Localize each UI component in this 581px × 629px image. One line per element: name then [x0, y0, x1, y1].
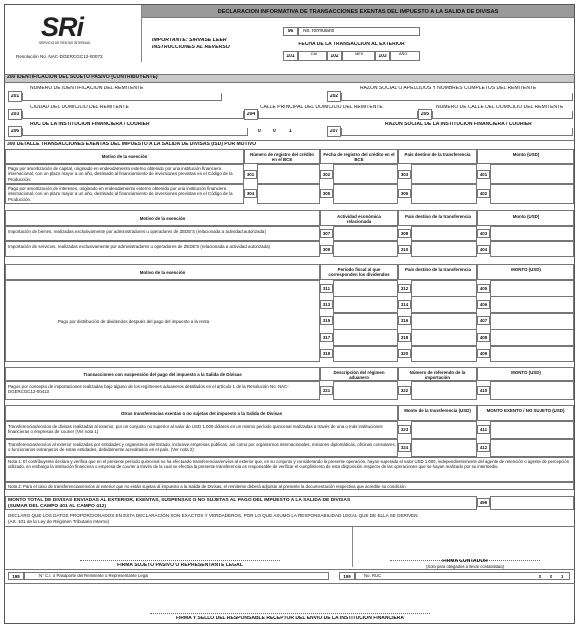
- section-200-title: 200 IDENTIFICACIÓN DEL SUJETO PASIVO (CONTRIBUYENTE): [7, 75, 158, 80]
- b1-h-pais: País destino de la transferencia: [404, 152, 471, 157]
- field-311[interactable]: [333, 280, 398, 297]
- b1-row1-text: Pago por amortización de capital, originado en endeudamiento externo obtenido por una institución financiera internacional, con un plazo mayor a un año, destinado al financiamiento de inversiones previstas en el Código de la Producción.: [8, 166, 233, 182]
- b2-header-actividad: [320, 210, 398, 226]
- code-307: 307: [322, 231, 331, 236]
- code-199: 199: [343, 574, 351, 579]
- b1-r1-code2-box: [320, 170, 333, 179]
- b5-h-monto-transf: Monto de la transferencia (USD): [404, 408, 471, 413]
- ruc-199-suffix-1: 0: [539, 574, 542, 579]
- field-204[interactable]: [258, 111, 418, 119]
- code-198: 198: [12, 574, 20, 579]
- b2-r1-code2-box: [398, 229, 411, 238]
- b5-r2-code2-box: [477, 443, 490, 452]
- code-317: 317: [322, 334, 331, 340]
- field-313[interactable]: [333, 296, 398, 313]
- b4-header-numero: [398, 367, 477, 381]
- month-label: MES: [355, 52, 364, 56]
- b3-row2-code2-box: [398, 300, 411, 309]
- contador-signature-sub: (Sólo para obligados a llevar contabilidad): [426, 565, 504, 569]
- field-304[interactable]: [257, 184, 320, 204]
- field-307[interactable]: [333, 226, 398, 241]
- code-316: 316: [400, 318, 409, 324]
- code-207: 207: [329, 129, 339, 134]
- field-406[interactable]: [490, 296, 574, 313]
- b2-r2-code2-box: [398, 245, 411, 254]
- title-bar: [142, 5, 574, 18]
- code-308: 308: [400, 231, 409, 236]
- b3-h-monto: MONTO (USD): [511, 267, 541, 272]
- field-402[interactable]: [490, 184, 574, 204]
- code-318: 318: [400, 334, 409, 340]
- form-number-label: No. formulario: [303, 29, 335, 34]
- sujeto-signature-line: [80, 560, 280, 561]
- b4-h-motivo: Transacciones con suspensión del pago del impuesto a la Salida de Divisas: [83, 372, 242, 377]
- code-313: 313: [322, 301, 331, 307]
- b1-r2-code2-box: [320, 189, 333, 198]
- important-line1: IMPORTANTE: SÍRVASE LEER: [152, 38, 227, 43]
- b5-header-motivo: [5, 405, 398, 421]
- ruc-199-suffix-3: 1: [561, 574, 564, 579]
- code-321: 321: [322, 388, 331, 393]
- b5-header-monto-transf: [398, 405, 477, 421]
- day-code: 101: [286, 54, 295, 59]
- b2-row1-motive: [5, 226, 320, 241]
- b3-motive-text: Pago por distribución de dividendos después del pago del impuesto a la renta: [58, 319, 210, 324]
- b5-header-monto-exento: [477, 405, 574, 421]
- b3-row5-code3-box: [477, 349, 490, 358]
- b5-h-monto-exento: MONTO EXENTO / NO SUJETO (USD): [486, 408, 565, 413]
- b4-h-monto: MONTO (USD): [511, 370, 541, 375]
- b1-row2-text: Pago por amortización de intereses, originado en endeudamiento externo obtenido por una institución financiera internacional, con un plazo mayor a un año, destinado al financiamiento de inversiones previstas en el Código de la Producción.: [8, 186, 233, 202]
- year-code-box: [375, 51, 390, 61]
- code-324: 324: [400, 445, 409, 450]
- b5-row1-motive: [5, 421, 398, 439]
- field-201[interactable]: [22, 93, 222, 101]
- b3-h-pais: País destino de la transferencia: [405, 267, 471, 272]
- code-410: 410: [479, 388, 488, 393]
- section-300-header: [5, 141, 574, 149]
- code-206: 206: [10, 129, 20, 134]
- code-201-box: [8, 91, 22, 102]
- code-404: 404: [479, 247, 488, 252]
- b1-h-monto: Monto (USD): [512, 152, 540, 157]
- b3-row4-code3-box: [477, 333, 490, 342]
- code-305: 305: [322, 191, 331, 196]
- resolution-text: Resolución No. NAC-DGERCGC12-00073: [16, 54, 103, 59]
- label-202: RAZÓN SOCIAL O APELLIDOS Y NOMBRES COMPLETOS DEL REMITENTE: [360, 86, 537, 91]
- important-line2: INSTRUCCIONES AL REVERSO: [152, 45, 230, 50]
- field-206[interactable]: [22, 128, 248, 136]
- b5-r1-code1-box: [398, 425, 411, 434]
- code-199-box: [339, 572, 355, 580]
- nota-2-box: [5, 482, 574, 490]
- field-203[interactable]: [22, 111, 244, 119]
- b1-r1-code4-box: [477, 170, 490, 179]
- ruc-suffix-1: 0: [258, 129, 261, 134]
- b2-row2-motive: [5, 241, 320, 257]
- b3-header-pais: [398, 264, 477, 280]
- code-303: 303: [400, 172, 409, 177]
- b2-h-motivo: Motivo de la exención: [139, 216, 186, 221]
- label-204: CALLE PRINCIPAL DEL DOMICILIO DEL REMITENTE: [260, 105, 383, 110]
- b1-header-pais: [398, 149, 477, 164]
- b5-row2-motive: [5, 439, 398, 457]
- label-199: No. RUC: [364, 574, 382, 578]
- code-203-box: [8, 109, 22, 120]
- field-303[interactable]: [411, 164, 477, 184]
- month-field[interactable]: [342, 51, 375, 61]
- b1-header-motivo: [5, 149, 244, 164]
- code-201: 201: [10, 94, 20, 99]
- total-sub: (SUMAR DEL CAMPO 401 AL CAMPO 412): [8, 504, 107, 509]
- field-410[interactable]: [490, 381, 574, 400]
- field-321[interactable]: [333, 381, 398, 400]
- form-number-field[interactable]: [298, 27, 420, 36]
- b2-r1-code3-box: [477, 229, 490, 238]
- logo-area: [5, 5, 141, 62]
- declaration-line2: (Art. 101 de la Ley de Régimen Tributario Interno): [8, 519, 110, 524]
- date-label: FECHA DE LA TRANSACCIÓN AL EXTERIOR: [298, 42, 405, 47]
- code-198-box: [8, 572, 24, 580]
- b4-row-motive: [5, 381, 320, 400]
- label-207: RAZÓN SOCIAL DE LA INSTITUCIÓN FINANCIERA / COURIER: [385, 122, 532, 127]
- form-code: 96: [287, 29, 294, 34]
- code-202: 202: [329, 94, 339, 99]
- field-320[interactable]: [411, 346, 477, 363]
- b2-r2-code3-box: [477, 245, 490, 254]
- field-199[interactable]: [355, 572, 570, 580]
- b3-row1-code1-box: [320, 284, 333, 293]
- b5-r1-code2-box: [477, 425, 490, 434]
- code-302: 302: [322, 172, 331, 177]
- code-314: 314: [400, 301, 409, 307]
- b5-row1-text: Transferencias/envíos de divisas realizadas al exterior, por un conjunto no superior al valor de USD 1.000 dólares en un mismo período quincenal realizadas a través de una o más instituciones financieras o empresas de courier (Ver nota 1): [8, 424, 383, 435]
- code-204: 204: [246, 112, 256, 117]
- logo-subtitle: SERVICIO DE RENTAS INTERNAS: [39, 41, 91, 45]
- nota-2-text: Nota 2: Para el caso de transferencias/envíos al exterior que no están sujetas al impuesto a la Salida de Divisas, el remitente deberá adjuntar al presente la documentación respectiva que acredite su condición.: [8, 484, 407, 489]
- b2-row2-text: Importación de servicios, realizadas exclusivamente por administradores u operadores de ZEDE'S (relacionada a actividad autorizada): [8, 244, 270, 249]
- b4-header-motivo: [5, 367, 320, 381]
- code-320: 320: [400, 351, 409, 357]
- b4-code3-box: [477, 386, 490, 395]
- b1-r2-code1-box: [244, 189, 257, 198]
- b3-h-periodo: Período fiscal al que corresponden los dividendos: [328, 267, 390, 278]
- b3-motive-cell: [5, 280, 320, 362]
- b1-h-registro: Número de registro del crédito en el BCE: [250, 152, 314, 163]
- b1-h-motivo: Motivo de la exención: [101, 154, 148, 159]
- b2-h-pais: País destino de la transferencia: [405, 214, 471, 219]
- field-202[interactable]: [341, 93, 573, 101]
- b3-row5-code2-box: [398, 349, 411, 358]
- label-205: NÚMERO DE CALLE DEL DOMICILIO DEL REMITENTE: [436, 105, 564, 110]
- field-324[interactable]: [411, 439, 477, 457]
- field-408[interactable]: [490, 329, 574, 346]
- field-305[interactable]: [333, 184, 398, 204]
- field-207[interactable]: [341, 128, 573, 136]
- field-412[interactable]: [490, 439, 574, 457]
- field-403[interactable]: [490, 226, 574, 241]
- code-312: 312: [400, 285, 409, 291]
- b1-r2-code4-box: [477, 189, 490, 198]
- b3-row2-code3-box: [477, 300, 490, 309]
- field-404[interactable]: [490, 241, 574, 257]
- code-411: 411: [479, 427, 488, 432]
- total-text: MONTO TOTAL DE DIVISAS ENVIADAS AL EXTERIOR, EXENTAS, SUSPENSAS O NO SUJETAS AL PAGO DEL IMPUESTO A LA SALIDA DE DIVISAS: [8, 498, 351, 503]
- code-202-box: [327, 91, 341, 102]
- sujeto-signature-label: FIRMA SUJETO PASIVO O REPRESENTANTE LEGAL: [117, 563, 243, 568]
- b3-row4-code1-box: [320, 333, 333, 342]
- b1-h-fecha: Fecha de registro del crédito en el BCE: [323, 152, 395, 163]
- code-304: 304: [246, 191, 255, 196]
- field-407[interactable]: [490, 313, 574, 330]
- field-323[interactable]: [411, 421, 477, 439]
- b3-row4-code2-box: [398, 333, 411, 342]
- field-318[interactable]: [411, 329, 477, 346]
- b3-row3-code3-box: [477, 316, 490, 325]
- contador-signature-label: FIRMA CONTADOR: [442, 559, 488, 564]
- b3-h-motivo: Motivo de la exención: [139, 270, 186, 275]
- code-322: 322: [400, 388, 409, 393]
- b2-header-monto: [477, 210, 574, 226]
- b4-h-descripcion: Descripción del régimen aduanero: [333, 370, 385, 381]
- field-315[interactable]: [333, 313, 398, 330]
- field-405[interactable]: [490, 280, 574, 297]
- field-198[interactable]: [24, 572, 329, 580]
- b1-header-registro: [244, 149, 320, 164]
- section-200-header: [5, 75, 574, 82]
- b5-h-motivo: Otras transferencias exentas o no sujetas del impuesto a la Salida de Divisas: [120, 411, 283, 416]
- code-323: 323: [400, 427, 409, 432]
- b4-row-text: Pagos por concepto de importaciones realizadas bajo alguno de los regímenes aduaneros detallados en el artículo 1 de la Resolución No. NAC-DGERCGC12-00413: [8, 384, 289, 395]
- b5-r2-code1-box: [398, 443, 411, 452]
- code-319: 319: [322, 351, 331, 357]
- label-206: RUC DE LA INSTITUCIÓN FINANCIERA / COURIER: [30, 122, 150, 127]
- year-code: 103: [378, 54, 387, 59]
- nota-1-box: [5, 457, 574, 482]
- field-306[interactable]: [411, 184, 477, 204]
- b3-row3-code1-box: [320, 316, 333, 325]
- code-207-box: [327, 126, 341, 137]
- code-205: 205: [420, 112, 430, 117]
- label-203: CIUDAD DEL DOMICILIO DEL REMITENTE: [30, 105, 129, 110]
- logo-wordmark: SRi: [41, 12, 84, 42]
- b3-row5-code1-box: [320, 349, 333, 358]
- day-code-box: [283, 51, 298, 61]
- day-label: DÍA: [311, 52, 318, 56]
- code-203: 203: [10, 112, 20, 117]
- code-206-box: [8, 126, 22, 137]
- code-301: 301: [246, 172, 255, 177]
- b1-r1-code1-box: [244, 170, 257, 179]
- b3-row1-code3-box: [477, 284, 490, 293]
- sri-logo: [35, 14, 105, 44]
- receptor-signature-label: FIRMA Y SELLO DEL RESPONSABLE RECEPTOR DEL ENVÍO DE LA INSTITUCIÓN FINANCIERA: [175, 616, 405, 621]
- b3-header-monto: [477, 264, 574, 280]
- field-301[interactable]: [257, 164, 320, 184]
- code-405: 405: [479, 285, 488, 291]
- receptor-signature-line: [150, 613, 430, 614]
- field-316[interactable]: [411, 313, 477, 330]
- b1-row2-motive: [5, 184, 244, 204]
- b4-code1-box: [320, 386, 333, 395]
- b1-header-monto: [477, 149, 574, 164]
- field-310[interactable]: [411, 241, 477, 257]
- b5-row2-text: Transferencias/envíos al exterior realizadas por entidades y organismos del Estado, inclusive empresas públicas, así como por organismos internacionales, misiones diplomáticas, oficinas consulares, o funcionarios extranjeros de estas entidades, debidamente acreditados en el país. (Ver nota 2): [8, 442, 396, 453]
- form-code-box: [283, 27, 298, 36]
- b2-header-motivo: [5, 210, 320, 226]
- code-306: 306: [400, 191, 409, 196]
- year-field[interactable]: [390, 51, 420, 61]
- field-205[interactable]: [432, 111, 573, 119]
- code-310: 310: [400, 247, 409, 252]
- ruc-suffix-2: 0: [273, 129, 276, 134]
- b4-header-monto: [477, 367, 574, 381]
- b3-row3-code2-box: [398, 316, 411, 325]
- b1-row1-motive: [5, 164, 244, 184]
- code-204-box: [244, 109, 258, 120]
- total-code-box: [477, 498, 490, 507]
- b2-r1-code1-box: [320, 229, 333, 238]
- code-407: 407: [479, 318, 488, 324]
- field-401[interactable]: [490, 164, 574, 184]
- declaration-line1: DECLARO QUE LOS DATOS PROPORCIONADOS EN ESTA DECLARACIÓN SON EXACTOS Y VERDADEROS, POR LO QUE ASUMO LA RESPONSABILIDAD LEGAL QUE DE ELLA SE DERIVEN: [8, 513, 418, 518]
- total-label-box: [5, 496, 477, 510]
- field-322[interactable]: [411, 381, 477, 400]
- code-402: 402: [479, 191, 488, 196]
- field-409[interactable]: [490, 346, 574, 363]
- code-403: 403: [479, 231, 488, 236]
- code-408: 408: [479, 334, 488, 340]
- b4-header-descripcion: [320, 367, 398, 381]
- field-312[interactable]: [411, 280, 477, 297]
- code-311: 311: [322, 285, 331, 291]
- b4-code2-box: [398, 386, 411, 395]
- field-317[interactable]: [333, 329, 398, 346]
- month-code-box: [327, 51, 342, 61]
- code-412: 412: [479, 445, 488, 450]
- b2-h-monto: Monto (USD): [512, 214, 540, 219]
- label-201: NÚMERO DE IDENTIFICACIÓN DEL REMITENTE: [30, 86, 144, 91]
- form-title: DECLARACIÓN INFORMATIVA DE TRANSACCIONES EXENTAS DEL IMPUESTO A LA SALIDA DE DIVISAS: [217, 9, 499, 15]
- code-315: 315: [322, 318, 331, 324]
- code-409: 409: [479, 351, 488, 357]
- month-code: 102: [330, 54, 339, 59]
- b1-r1-code3-box: [398, 170, 411, 179]
- nota-1-text: Nota 1: El contribuyente declara y verifica que en el presente período quincenal no ha efectuado transferencias/envíos al exterior que, en su conjunto y considerando la presente operación, hayan superado el valor USD 1.000, independientemente del agente de retención o agente de percepción utilizado, en embargo la institución financiera o empresa de courier a través de la cual se efectúa la presente transferencia es responsable de verificar el cumplimiento de esta disposición respecto de las operaciones que se hayan realizado por su intermedio.: [8, 459, 570, 470]
- ruc-199-suffix-2: 0: [550, 574, 553, 579]
- b1-r2-code3-box: [398, 189, 411, 198]
- field-314[interactable]: [411, 296, 477, 313]
- b2-h-actividad: Actividad económica relacionada: [337, 214, 381, 225]
- code-406: 406: [479, 301, 488, 307]
- field-309[interactable]: [333, 241, 398, 257]
- b1-header-fecha: [320, 149, 398, 164]
- b3-header-motivo: [5, 264, 320, 280]
- ruc-suffix-3: 1: [289, 129, 292, 134]
- b2-row1-text: Importación de bienes, realizadas exclusivamente por administradores u operadores de ZEDE'S (relacionada a actividad autorizada): [8, 229, 266, 234]
- b3-row2-code1-box: [320, 300, 333, 309]
- field-499[interactable]: [490, 496, 574, 510]
- field-411[interactable]: [490, 421, 574, 439]
- b3-header-periodo: [320, 264, 398, 280]
- field-308[interactable]: [411, 226, 477, 241]
- section-300-title: 300 DETALLE TRANSACCIONES EXENTAS DEL IMPUESTO A LA SALIDA DE DIVISAS (ISD) POR MOTIVO: [7, 142, 257, 147]
- code-309: 309: [322, 247, 331, 252]
- b2-header-pais: [398, 210, 477, 226]
- b3-row1-code2-box: [398, 284, 411, 293]
- b2-r2-code1-box: [320, 245, 333, 254]
- year-label: AÑO: [399, 52, 408, 56]
- label-198: N° C.I. o Pasaporte del Remitente o Representante Legal: [39, 574, 149, 578]
- field-302[interactable]: [333, 164, 398, 184]
- code-499: 499: [479, 500, 488, 505]
- code-401: 401: [479, 172, 488, 177]
- field-319[interactable]: [333, 346, 398, 363]
- day-field[interactable]: [298, 51, 327, 61]
- b4-h-numero: Número de referendo de la importación: [409, 370, 466, 381]
- code-205-box: [418, 109, 432, 120]
